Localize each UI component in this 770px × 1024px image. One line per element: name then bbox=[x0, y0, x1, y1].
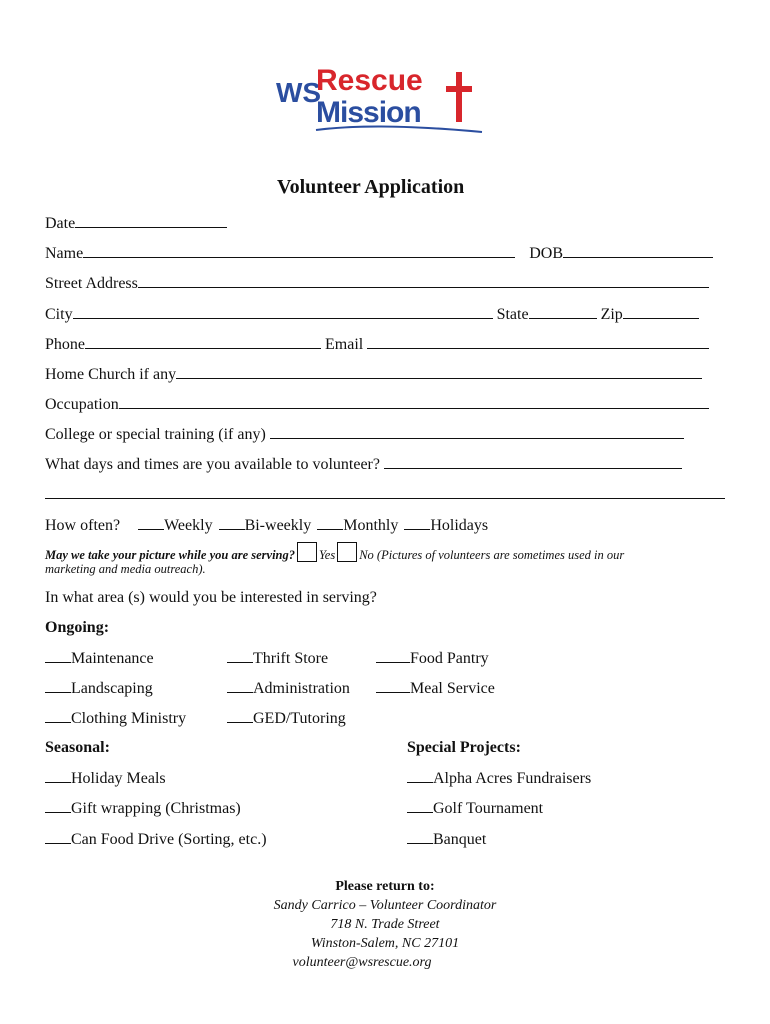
frequency-biweekly: Bi-weekly bbox=[244, 517, 312, 534]
street-row bbox=[45, 273, 709, 293]
name-label: Name bbox=[45, 245, 84, 262]
state-field[interactable] bbox=[529, 304, 597, 319]
return-city: Winston-Salem, NC 27101 bbox=[310, 936, 460, 951]
food-pantry-blank[interactable] bbox=[376, 649, 410, 663]
name-field[interactable] bbox=[83, 243, 515, 258]
seasonal-item bbox=[45, 830, 267, 849]
photo-continuation: marketing and media outreach). bbox=[45, 562, 206, 576]
availability-field[interactable] bbox=[384, 454, 682, 469]
church-row bbox=[45, 364, 702, 384]
clothing-blank[interactable] bbox=[45, 709, 71, 723]
state-label: State bbox=[496, 306, 529, 323]
dob-label: DOB bbox=[529, 245, 563, 262]
church-label: Home Church if any bbox=[45, 366, 177, 383]
date-row bbox=[45, 213, 227, 233]
dob-field[interactable] bbox=[563, 243, 713, 258]
ongoing-item bbox=[45, 679, 153, 698]
photo-question: May we take your picture while you are serving? bbox=[45, 548, 295, 562]
frequency-weekly: Weekly bbox=[164, 517, 213, 534]
seasonal-item bbox=[45, 769, 166, 788]
city-row bbox=[45, 304, 699, 324]
street-label: Street Address bbox=[45, 275, 138, 292]
banquet-blank[interactable] bbox=[407, 830, 433, 844]
logo-cross-horizontal bbox=[446, 86, 472, 92]
weekly-blank[interactable] bbox=[138, 516, 164, 530]
special-item bbox=[407, 830, 486, 849]
seasonal-item bbox=[45, 799, 241, 818]
logo-graphic bbox=[276, 60, 486, 140]
alpha-acres-blank[interactable] bbox=[407, 769, 433, 783]
golf-blank[interactable] bbox=[407, 799, 433, 813]
phone-row bbox=[45, 334, 709, 354]
ongoing-meal-service: Meal Service bbox=[410, 680, 495, 697]
ongoing-item bbox=[376, 649, 489, 668]
ongoing-thrift-store: Thrift Store bbox=[253, 650, 329, 667]
thrift-blank[interactable] bbox=[227, 649, 253, 663]
special-item bbox=[407, 769, 591, 788]
college-field[interactable] bbox=[270, 424, 684, 439]
ged-blank[interactable] bbox=[227, 709, 253, 723]
photo-no-checkbox[interactable] bbox=[337, 542, 357, 562]
city-label: City bbox=[45, 306, 73, 323]
landscaping-blank[interactable] bbox=[45, 679, 71, 693]
return-coordinator: Sandy Carrico – Volunteer Coordinator bbox=[273, 898, 497, 913]
seasonal-can-food-drive: Can Food Drive (Sorting, etc.) bbox=[71, 831, 267, 848]
ws-rescue-mission-logo bbox=[276, 60, 486, 140]
seasonal-gift-wrapping: Gift wrapping (Christmas) bbox=[71, 800, 241, 817]
ongoing-landscaping: Landscaping bbox=[71, 680, 153, 697]
college-label: College or special training (if any) bbox=[45, 426, 266, 443]
ongoing-item bbox=[227, 709, 346, 728]
special-banquet: Banquet bbox=[433, 831, 487, 848]
availability-row bbox=[45, 454, 682, 474]
ongoing-clothing-ministry: Clothing Ministry bbox=[71, 710, 187, 727]
meal-service-blank[interactable] bbox=[376, 679, 410, 693]
ongoing-food-pantry: Food Pantry bbox=[410, 650, 489, 667]
ongoing-item bbox=[227, 649, 328, 668]
availability-label: What days and times are you available to volunteer? bbox=[45, 456, 380, 473]
special-alpha-acres: Alpha Acres Fundraisers bbox=[433, 770, 592, 787]
zip-label: Zip bbox=[600, 306, 623, 323]
occupation-row bbox=[45, 394, 709, 414]
holiday-meals-blank[interactable] bbox=[45, 769, 71, 783]
phone-label: Phone bbox=[45, 336, 85, 353]
city-field[interactable] bbox=[73, 304, 493, 319]
can-food-blank[interactable] bbox=[45, 830, 71, 844]
interest-question: In what area (s) would you be interested in serving? bbox=[45, 589, 377, 606]
ongoing-item bbox=[45, 709, 186, 728]
ongoing-item bbox=[227, 679, 350, 698]
frequency-monthly: Monthly bbox=[343, 517, 399, 534]
logo-swoosh bbox=[316, 126, 482, 132]
ongoing-ged-tutoring: GED/Tutoring bbox=[253, 710, 346, 727]
administration-blank[interactable] bbox=[227, 679, 253, 693]
photo-yes-label: Yes bbox=[319, 548, 336, 562]
holidays-blank[interactable] bbox=[404, 516, 430, 530]
seasonal-heading: Seasonal: bbox=[45, 739, 110, 756]
ongoing-administration: Administration bbox=[253, 680, 350, 697]
maintenance-blank[interactable] bbox=[45, 649, 71, 663]
special-item bbox=[407, 799, 543, 818]
monthly-blank[interactable] bbox=[317, 516, 343, 530]
ongoing-heading: Ongoing: bbox=[45, 619, 110, 636]
occupation-field[interactable] bbox=[119, 394, 709, 409]
occupation-label: Occupation bbox=[45, 396, 119, 413]
phone-field[interactable] bbox=[85, 334, 321, 349]
church-field[interactable] bbox=[176, 364, 702, 379]
return-street: 718 N. Trade Street bbox=[330, 917, 440, 932]
photo-yes-checkbox[interactable] bbox=[297, 542, 317, 562]
frequency-row bbox=[45, 516, 488, 535]
frequency-holidays: Holidays bbox=[430, 517, 489, 534]
seasonal-holiday-meals: Holiday Meals bbox=[71, 770, 166, 787]
date-label: Date bbox=[45, 215, 76, 232]
email-label: Email bbox=[325, 336, 364, 353]
date-field[interactable] bbox=[75, 213, 227, 228]
biweekly-blank[interactable] bbox=[219, 516, 245, 530]
ongoing-item bbox=[45, 649, 154, 668]
form-title: Volunteer Application bbox=[277, 176, 465, 198]
photo-no-label: No (Pictures of volunteers are sometimes used in our bbox=[359, 548, 625, 562]
street-field[interactable] bbox=[138, 273, 709, 288]
logo-rescue: Rescue bbox=[316, 64, 423, 97]
college-row bbox=[45, 424, 684, 444]
email-field[interactable] bbox=[367, 334, 709, 349]
logo-ws: WS bbox=[276, 77, 322, 108]
logo-mission: Mission bbox=[316, 96, 421, 129]
logo-cross-vertical bbox=[456, 72, 462, 122]
frequency-label: How often? bbox=[45, 517, 121, 534]
ongoing-item bbox=[376, 679, 495, 698]
special-heading: Special Projects: bbox=[407, 739, 521, 756]
zip-field[interactable] bbox=[623, 304, 699, 319]
special-golf-tournament: Golf Tournament bbox=[433, 800, 544, 817]
return-heading: Please return to: bbox=[335, 879, 435, 894]
ongoing-maintenance: Maintenance bbox=[71, 650, 154, 667]
gift-wrapping-blank[interactable] bbox=[45, 799, 71, 813]
availability-field-line2[interactable] bbox=[45, 498, 725, 499]
photo-consent-row bbox=[45, 542, 624, 563]
name-row bbox=[45, 243, 713, 263]
return-email[interactable]: volunteer@wsrescue.org bbox=[292, 955, 432, 970]
